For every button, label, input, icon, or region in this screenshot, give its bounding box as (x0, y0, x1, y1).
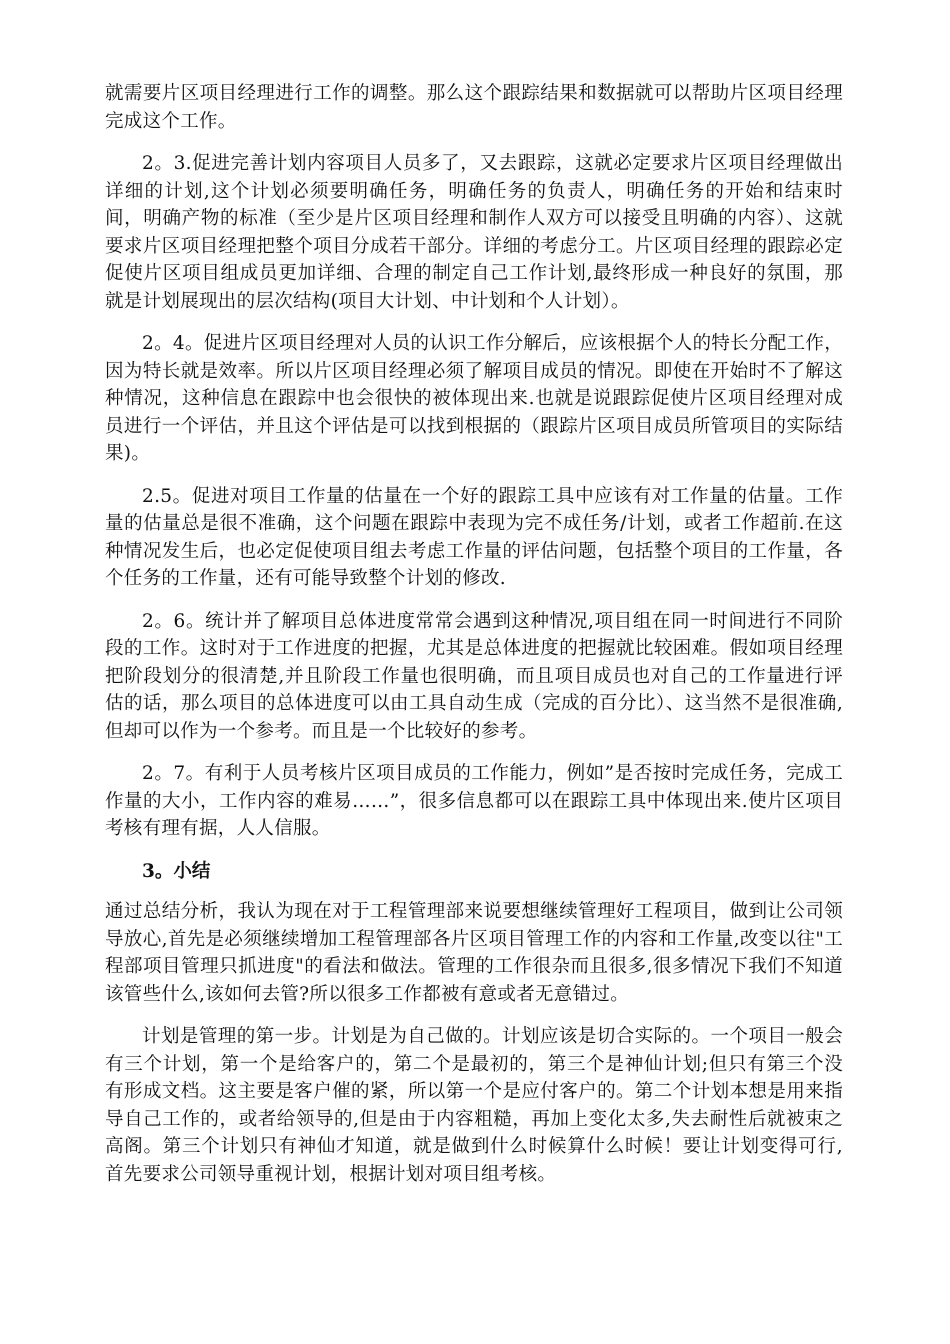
paragraph-2-6: 2。6。统计并了解项目总体进度常常会遇到这种情况,项目组在同一时间进行不同阶段的工作。这时对于工作进度的把握，尤其是总体进度的把握就比较困难。假如项目经理把阶段划分的很清楚,并且阶段工作量也很明确，而且项目成员也对自己的工作量进行评估的话，那么项目的总体进度可以由工具自动生成（完成的百分比）、这当然不是很准确,但却可以作为一个参考。而且是一个比较好的参考。 (105, 610, 843, 742)
paragraph-2-3: 2。3.促进完善计划内容项目人员多了，又去跟踪，这就必定要求片区项目经理做出详细的计划,这个计划必须要明确任务，明确任务的负责人，明确任务的开始和结束时间，明确产物的标准（至少是片区项目经理和制作人双方可以接受且明确的内容）、这就要求片区项目经理把整个项目分成若干部分。详细的考虑分工。片区项目经理的跟踪必定促使片区项目组成员更加详细、合理的制定自己工作计划,最终形成一种良好的氛围，那就是计划展现出的层次结构(项目大计划、中计划和个人计划）。 (105, 153, 843, 312)
paragraph-summary-2: 计划是管理的第一步。计划是为自己做的。计划应该是切合实际的。一个项目一般会有三个计划，第一个是给客户的，第二个是最初的，第三个是神仙计划;但只有第三个没有形成文档。这主要是客户催的紧，所以第一个是应付客户的。第二个计划本想是用来指导自己工作的，或者给领导的,但是由于内容粗糙，再加上变化太多,失去耐性后就被束之高阁。第三个计划只有神仙才知道，就是做到什么时候算什么时候！要让计划变得可行,首先要求公司领导重视计划，根据计划对项目组考核。 (105, 1026, 843, 1185)
paragraph-2-5: 2.5。促进对项目工作量的估量在一个好的跟踪工具中应该有对工作量的估量。工作量的估量总是很不准确，这个问题在跟踪中表现为完不成任务/计划，或者工作超前.在这种情况发生后，也必定促使项目组去考虑工作量的评估问题，包括整个项目的工作量，各个任务的工作量，还有可能导致整个计划的修改. (105, 485, 843, 589)
section-heading-summary: 3。小结 (142, 860, 211, 882)
document-page (105, 80, 843, 1203)
paragraph-2-7: 2。7。有利于人员考核片区项目成员的工作能力，例如”是否按时完成任务，完成工作量的大小，工作内容的难易……”，很多信息都可以在跟踪工具中体现出来.使片区项目考核有理有据，人人信服。 (105, 763, 843, 839)
paragraph-summary-1: 通过总结分析，我认为现在对于工程管理部来说要想继续管理好工程项目，做到让公司领导放心,首先是必须继续增加工程管理部各片区项目管理工作的内容和工作量,改变以往"工程部项目管理只抓进度"的看法和做法。管理的工作很杂而且很多,很多情况下我们不知道该管些什么,该如何去管?所以很多工作都被有意或者无意错过。 (105, 901, 843, 1005)
paragraph-2-4: 2。4。促进片区项目经理对人员的认识工作分解后，应该根据个人的特长分配工作，因为特长就是效率。所以片区项目经理必须了解项目成员的情况。即使在开始时不了解这种情况，这种信息在跟踪中也会很快的被体现出来.也就是说跟踪促使片区项目经理对成员进行一个评估，并且这个评估是可以找到根据的（跟踪片区项目成员所管项目的实际结果)。 (105, 333, 843, 464)
paragraph-continuation: 就需要片区项目经理进行工作的调整。那么这个跟踪结果和数据就可以帮助片区项目经理完成这个工作。 (105, 83, 843, 132)
